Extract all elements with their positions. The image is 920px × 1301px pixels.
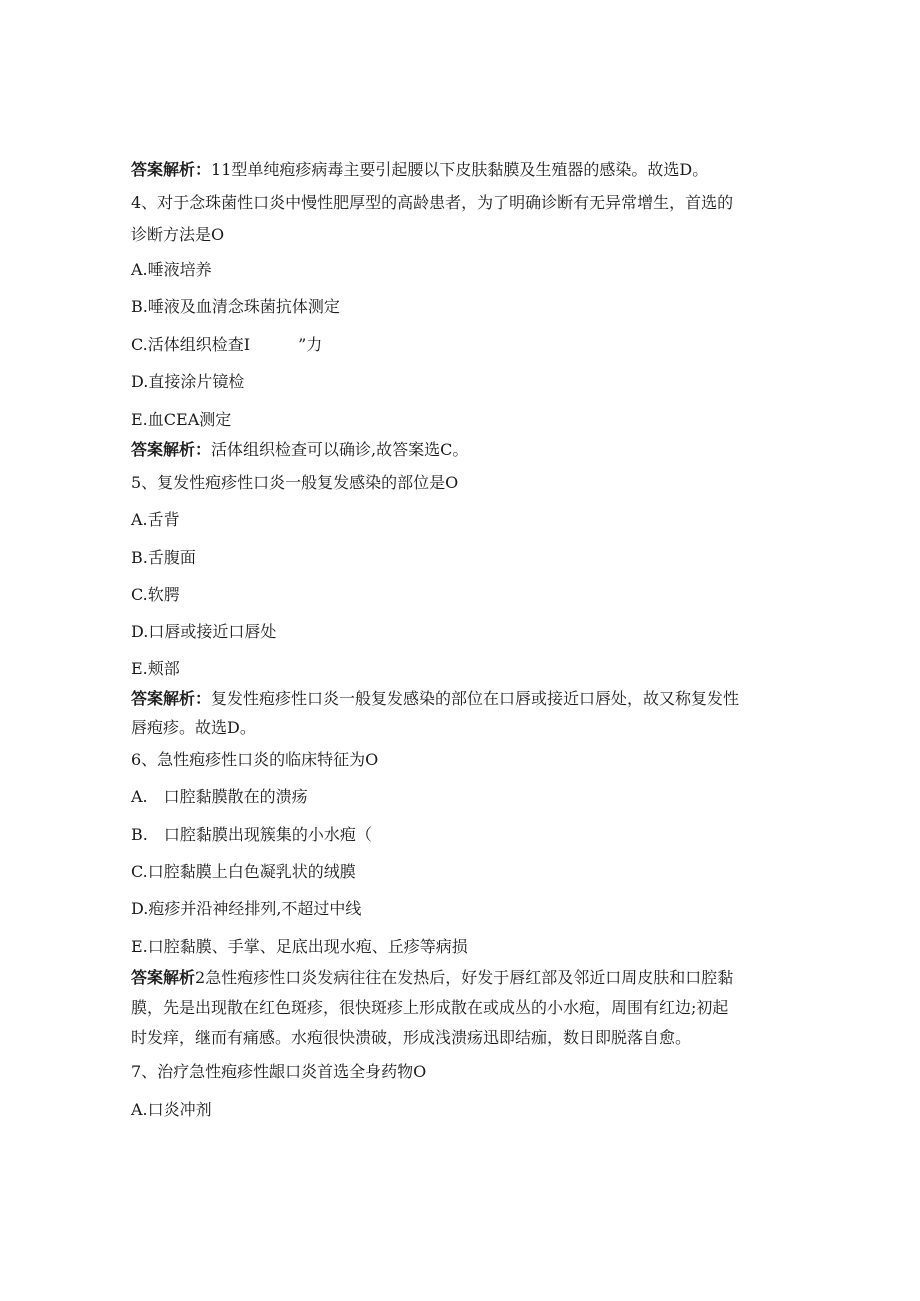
- question-4-stem-line-1: 4、对于念珠菌性口炎中慢性肥厚型的高龄患者，为了明确诊断有无异常增生，首选的: [131, 193, 734, 212]
- answer-text: 2急性疱疹性口炎发病往往在发热后，好发于唇红部及邻近口周皮肤和口腔黏: [195, 968, 734, 987]
- question-5-option-b: B.舌腹面: [131, 548, 196, 567]
- answer-explanation-q4: [131, 440, 791, 460]
- answer-explanation-q6-line-1: [131, 968, 791, 988]
- question-5-option-e: E.颊部: [131, 659, 180, 678]
- answer-explanation-q5-line-2: 唇疱疹。故选D。: [131, 718, 256, 737]
- answer-label: 答案解析：: [131, 440, 212, 459]
- question-6-option-d: D.疱疹并沿神经排列,不超过中线: [131, 899, 362, 918]
- question-7-stem: 7、治疗急性疱疹性龈口炎首选全身药物O: [131, 1062, 427, 1081]
- question-4-option-e: E.血CEA测定: [131, 410, 232, 429]
- question-4-option-c: C.活体组织检查I ”力: [131, 335, 323, 354]
- answer-explanation-q6-line-3: 时发痒，继而有痛感。水疱很快溃破，形成浅溃疡迅即结痂，数日即脱落自愈。: [131, 1028, 692, 1047]
- question-7-option-a: A.口炎冲剂: [131, 1100, 212, 1119]
- question-4-stem-line-2: 诊断方法是O: [131, 225, 225, 244]
- question-6-option-c: C.口腔黏膜上白色凝乳状的绒膜: [131, 862, 356, 881]
- question-4-option-a: A.唾液培养: [131, 260, 212, 279]
- answer-explanation-q3: [131, 160, 791, 180]
- question-4-option-b: B.唾液及血清念珠菌抗体测定: [131, 297, 340, 316]
- answer-label: 答案解析：: [131, 160, 212, 179]
- question-5-option-a: A.舌背: [131, 510, 180, 529]
- question-4-option-d: D.直接涂片镜检: [131, 372, 245, 391]
- question-5-option-d: D.口唇或接近口唇处: [131, 622, 277, 641]
- answer-explanation-q6-line-2: 膜，先是出现散在红色斑疹，很快斑疹上形成散在或成丛的小水疱，周围有红边;初起: [131, 998, 729, 1017]
- answer-label: 答案解析：: [131, 689, 212, 708]
- answer-text: 活体组织检查可以确诊,故答案选C。: [211, 440, 469, 459]
- question-5-option-c: C.软腭: [131, 585, 180, 604]
- question-5-stem: 5、复发性疱疹性口炎一般复发感染的部位是O: [131, 473, 459, 492]
- question-6-option-a: A. 口腔黏膜散在的溃疡: [131, 787, 308, 806]
- answer-explanation-q5-line-1: [131, 689, 791, 709]
- answer-text: 复发性疱疹性口炎一般复发感染的部位在口唇或接近口唇处，故又称复发性: [211, 689, 740, 708]
- question-6-option-b: B. 口腔黏膜出现簇集的小水疱（: [131, 825, 372, 844]
- question-6-stem: 6、急性疱疹性口炎的临床特征为O: [131, 750, 379, 769]
- answer-label: 答案解析: [131, 968, 196, 987]
- answer-text: 11型单纯疱疹病毒主要引起腰以下皮肤黏膜及生殖器的感染。故选D。: [211, 160, 709, 179]
- question-6-option-e: E.口腔黏膜、手掌、足底出现水疱、丘疹等病损: [131, 937, 468, 956]
